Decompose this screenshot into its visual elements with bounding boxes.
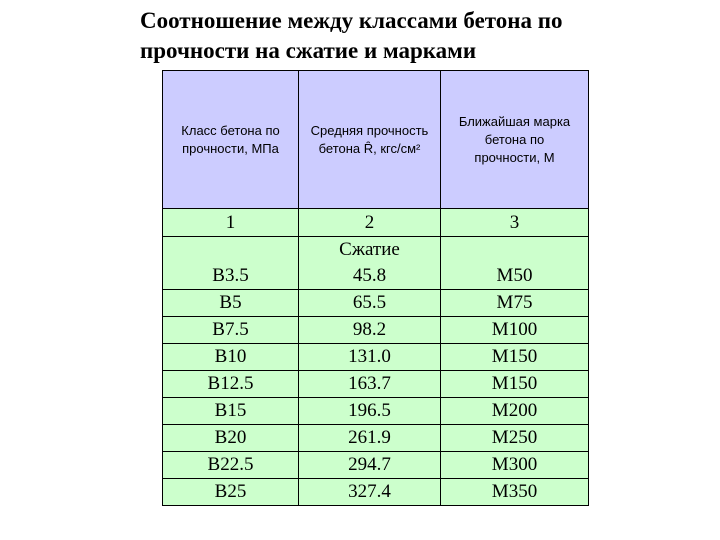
cell-strength: 261.9 xyxy=(299,425,441,452)
cell-strength: 196.5 xyxy=(299,398,441,425)
cell-strength: 65.5 xyxy=(299,290,441,317)
header-class: Класс бетона по прочности, МПа xyxy=(163,71,299,209)
cell-mark: M100 xyxy=(441,317,589,344)
cell-class: B22.5 xyxy=(163,452,299,479)
cell-class: B7.5 xyxy=(163,317,299,344)
column-number: 1 xyxy=(163,209,299,237)
table-row xyxy=(163,425,589,452)
cell-class: B15 xyxy=(163,398,299,425)
cell-class: B25 xyxy=(163,479,299,506)
category-empty-cell xyxy=(163,237,299,264)
concrete-class-table xyxy=(162,70,589,506)
cell-mark: M250 xyxy=(441,425,589,452)
cell-mark: M75 xyxy=(441,290,589,317)
cell-mark: M200 xyxy=(441,398,589,425)
column-number: 3 xyxy=(441,209,589,237)
column-number-row xyxy=(163,209,589,237)
table-row xyxy=(163,452,589,479)
header-mark: Ближайшая марка бетона по прочности, М xyxy=(441,71,589,209)
cell-mark: M150 xyxy=(441,371,589,398)
table-row xyxy=(163,344,589,371)
table-row xyxy=(163,317,589,344)
table-row xyxy=(163,371,589,398)
cell-class: B3.5 xyxy=(163,263,299,290)
cell-class: B12.5 xyxy=(163,371,299,398)
table-row xyxy=(163,263,589,290)
page-title xyxy=(140,6,563,66)
header-strength: Средняя прочность бетона Ȓ, кгс/см² xyxy=(299,71,441,209)
cell-strength: 131.0 xyxy=(299,344,441,371)
cell-class: B10 xyxy=(163,344,299,371)
cell-strength: 45.8 xyxy=(299,263,441,290)
cell-strength: 98.2 xyxy=(299,317,441,344)
category-label: Сжатие xyxy=(299,237,441,264)
table-row xyxy=(163,479,589,506)
table-row xyxy=(163,398,589,425)
cell-strength: 327.4 xyxy=(299,479,441,506)
cell-mark: M150 xyxy=(441,344,589,371)
cell-strength: 163.7 xyxy=(299,371,441,398)
cell-mark: M50 xyxy=(441,263,589,290)
table-row xyxy=(163,290,589,317)
cell-mark: M350 xyxy=(441,479,589,506)
cell-mark: M300 xyxy=(441,452,589,479)
cell-class: B5 xyxy=(163,290,299,317)
table-body xyxy=(163,263,589,506)
category-row xyxy=(163,237,589,264)
table-header-row xyxy=(163,71,589,209)
category-empty-cell xyxy=(441,237,589,264)
column-number: 2 xyxy=(299,209,441,237)
cell-class: B20 xyxy=(163,425,299,452)
cell-strength: 294.7 xyxy=(299,452,441,479)
title-line-2: прочности на сжатие и марками xyxy=(140,38,477,63)
title-line-1: Соотношение между классами бетона по xyxy=(140,8,563,33)
